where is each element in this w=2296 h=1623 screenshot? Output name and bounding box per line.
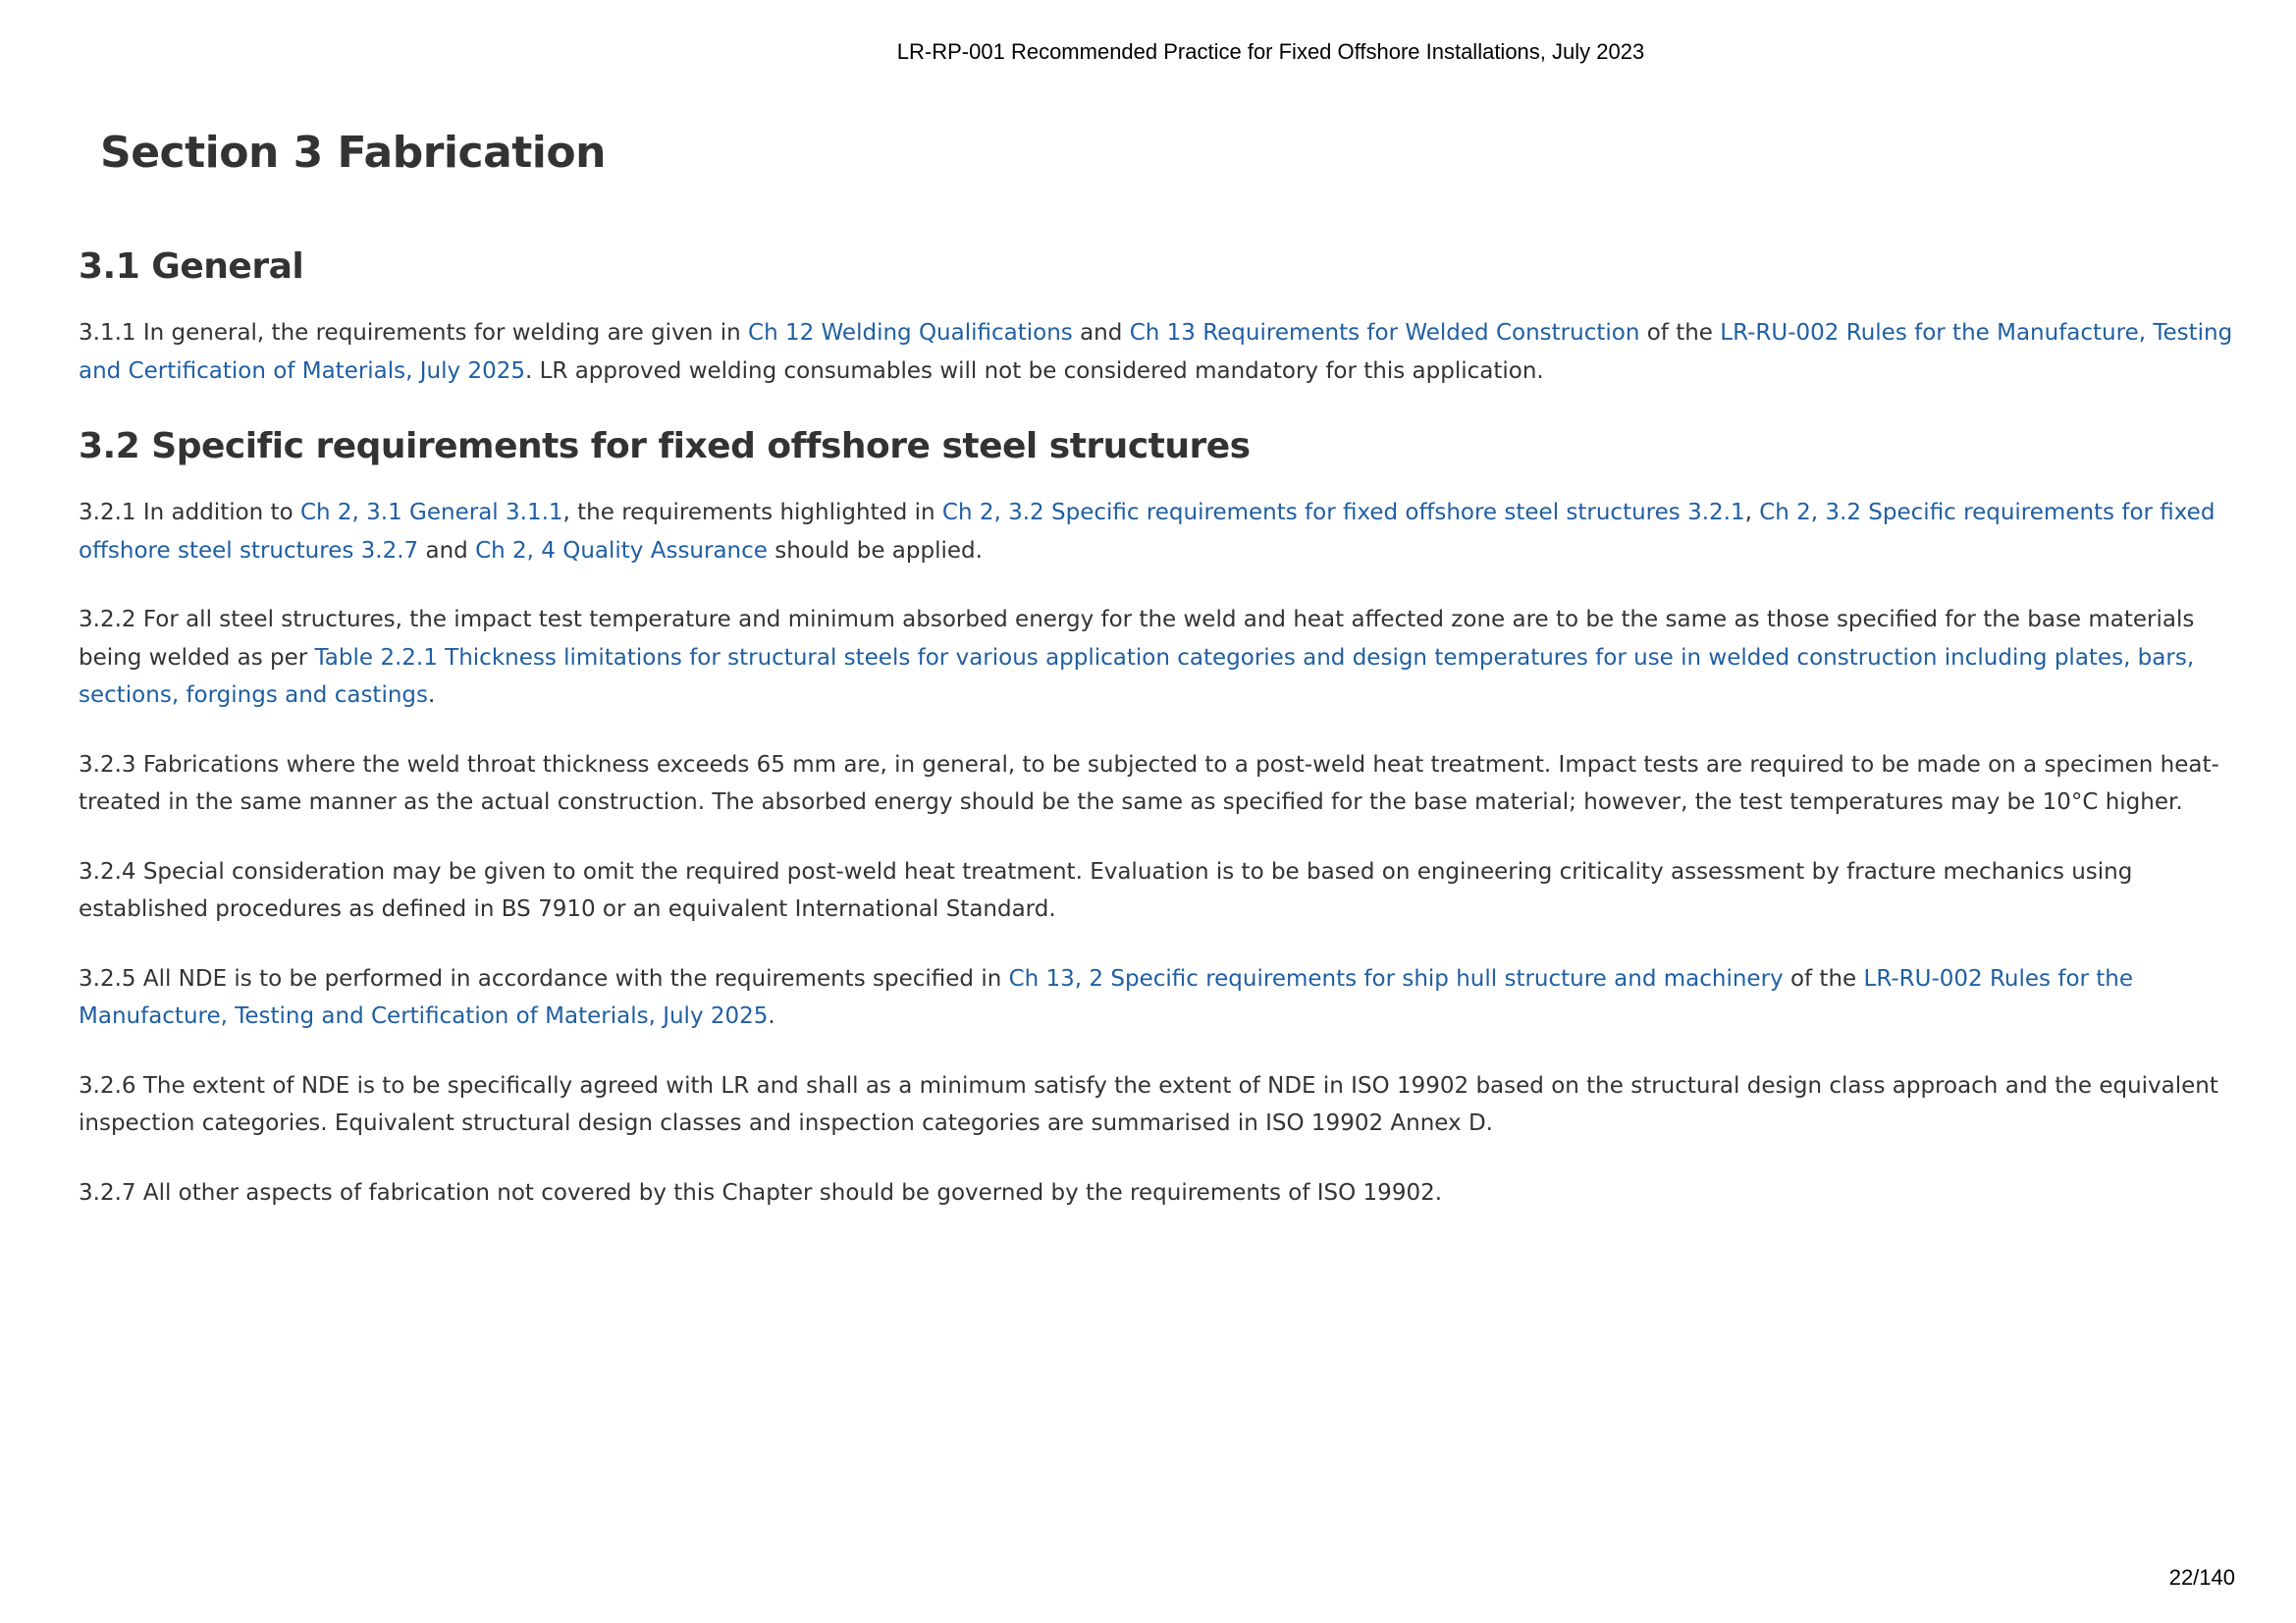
link-table-2-2-1[interactable]: Table 2.2.1 Thickness limitations for structural steels for various application categories and design temperatures for use in welded construction including plates, bars, sections, forgings and castings: [79, 644, 2195, 708]
paragraph-text: of the: [1639, 320, 1721, 346]
paragraph-text: , the requirements highlighted in: [562, 500, 942, 525]
paragraph-text: . LR approved welding consumables will not be considered mandatory for this application.: [524, 357, 1544, 384]
link-ch2-3-1-general[interactable]: Ch 2, 3.1 General 3.1.1: [299, 500, 563, 525]
document-body: [79, 243, 2238, 1243]
link-ch13-2-ship-hull[interactable]: Ch 13, 2 Specific requirements for ship hull structure and machinery: [1008, 965, 1784, 992]
paragraph-text: 3.2.2 For all steel structures, the impact test temperature and minimum absorbed energy for the weld and heat affected zone are to be the same as those specified for the base materials being welded as per: [79, 607, 2195, 671]
paragraph-3-2-2: [79, 601, 2238, 715]
paragraph-3-1-1: [79, 314, 2238, 390]
subsection-heading-3-2: 3.2 Specific requirements for fixed offshore steel structures: [79, 426, 1251, 466]
paragraph-3-2-7: 3.2.7 All other aspects of fabrication not covered by this Chapter should be governed by the requirements of ISO 19902.: [79, 1179, 1443, 1206]
paragraph-text: and: [1072, 320, 1130, 346]
paragraph-3-2-1: [79, 494, 2238, 569]
page-number: 22/140: [2168, 1565, 2235, 1590]
paragraph-text: and: [418, 537, 476, 564]
link-lr-ru-002-rules[interactable]: LR-RU-002 Rules for the Manufacture, Testing and Certification of Materials, July 2025: [79, 965, 2134, 1029]
paragraph-3-2-5: [79, 960, 2238, 1036]
paragraph-3-2-6: 3.2.6 The extent of NDE is to be specifically agreed with LR and shall as a minimum satisfy the extent of NDE in ISO 19902 based on the structural design class approach and the equivalent inspection categories. Equivalent structural design classes and inspection categories are summarised in ISO 19902 Annex D.: [79, 1072, 2218, 1136]
link-ch2-4-quality-assurance[interactable]: Ch 2, 4 Quality Assurance: [475, 537, 768, 564]
running-header: LR-RP-001 Recommended Practice for Fixed Offshore Installations, July 2023: [896, 39, 1645, 64]
link-lr-ru-002-rules[interactable]: LR-RU-002 Rules for the Manufacture, Testing and Certification of Materials, July 2025: [79, 320, 2233, 384]
link-ch2-3-2-7[interactable]: Ch 2, 3.2 Specific requirements for fixed offshore steel structures 3.2.7: [79, 500, 2216, 564]
paragraph-text: ,: [1744, 500, 1760, 525]
paragraph-text: .: [768, 1003, 775, 1029]
paragraph-3-2-4: 3.2.4 Special consideration may be given to omit the required post-weld heat treatment. Evaluation is to be based on engineering criticality assessment by fracture mechanics using established procedures as defined in BS 7910 or an equivalent International Standard.: [79, 858, 2133, 922]
paragraph-3-2-3: 3.2.3 Fabrications where the weld throat thickness exceeds 65 mm are, in general, to be subjected to a post-weld heat treatment. Impact tests are required to be made on a specimen heat-treated in the same manner as the actual construction. The absorbed energy should be the same as specified for the base material; however, the test temperatures may be 10°C higher.: [79, 751, 2219, 815]
paragraph-text: 3.2.1 In addition to: [79, 500, 300, 525]
subsection-heading-3-1: 3.1 General: [79, 246, 304, 287]
link-ch2-3-2-1[interactable]: Ch 2, 3.2 Specific requirements for fixed offshore steel structures 3.2.1: [941, 500, 1745, 525]
paragraph-text: should be applied.: [767, 537, 983, 564]
paragraph-text: 3.1.1 In general, the requirements for welding are given in: [79, 320, 749, 346]
paragraph-text: 3.2.5 All NDE is to be performed in accordance with the requirements specified in: [79, 965, 1009, 992]
link-ch13-welded-construction[interactable]: Ch 13 Requirements for Welded Construction: [1129, 320, 1640, 346]
paragraph-text: .: [428, 682, 436, 708]
link-ch12-welding-qualifications[interactable]: Ch 12 Welding Qualifications: [748, 320, 1073, 346]
paragraph-text: of the: [1783, 965, 1864, 992]
section-title: Section 3 Fabrication: [100, 128, 606, 178]
